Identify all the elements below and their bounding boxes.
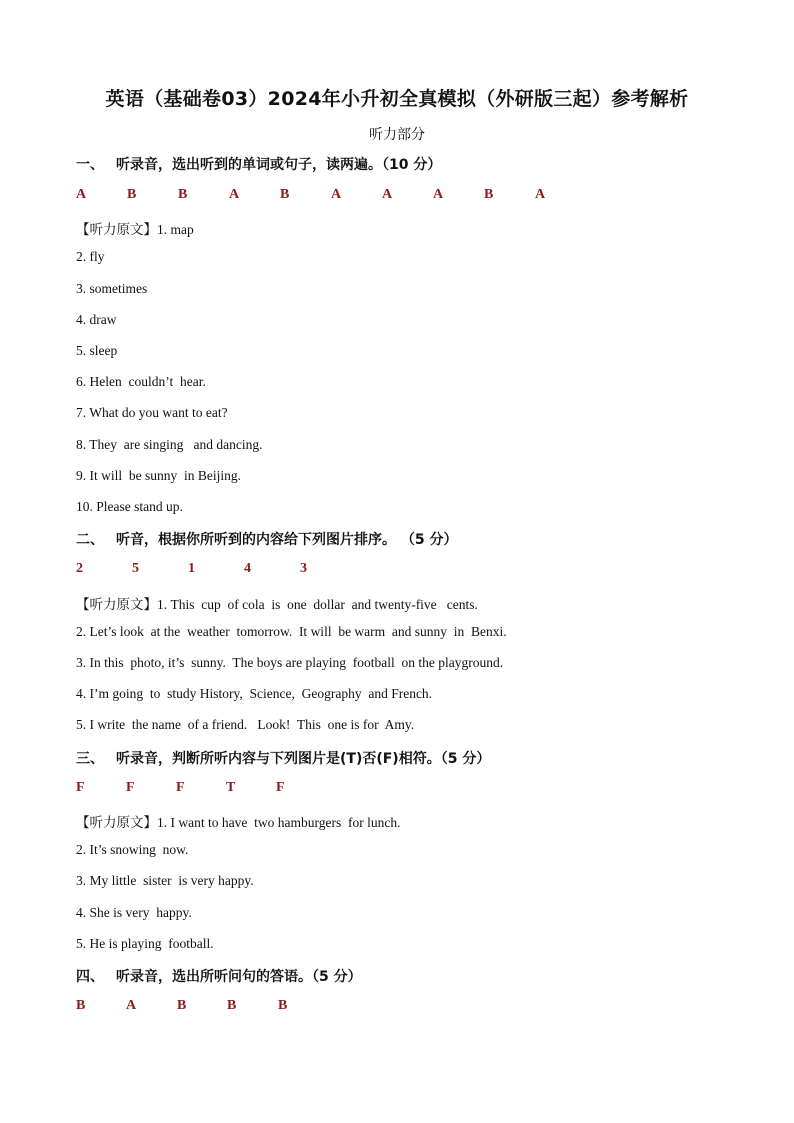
transcript-line: 2. It’s snowing now. xyxy=(76,842,189,857)
answer-key: A xyxy=(433,187,444,202)
answer-key: 1 xyxy=(188,561,195,576)
section-heading-text: 听录音，判断所听内容与下列图片是(T)否(F)相符。（5 分） xyxy=(116,751,491,767)
answer-key: A xyxy=(535,187,546,202)
section-heading xyxy=(76,748,490,768)
section-heading xyxy=(76,529,458,549)
answer-key: A xyxy=(229,187,240,202)
answer-key: 3 xyxy=(300,561,307,576)
transcript-line: 【听力原文】1. This cup of cola is one dollar and twenty-five cents. xyxy=(76,597,478,613)
answer-key: 5 xyxy=(132,561,139,576)
transcript-line: 【听力原文】1. map xyxy=(76,222,194,238)
transcript-line: 2. Let’s look at the weather tomorrow. It will be warm and sunny in Benxi. xyxy=(76,624,507,639)
transcript-line: 4. draw xyxy=(76,312,117,327)
section-heading-text: 听音，根据你所听到的内容给下列图片排序。 （5 分） xyxy=(116,532,458,548)
answer-key: A xyxy=(331,187,342,202)
transcript-line: 2. fly xyxy=(76,249,105,264)
answer-key: 2 xyxy=(76,561,83,576)
answer-key: B xyxy=(227,998,237,1013)
transcript-label: 【听力原文】 xyxy=(76,597,157,613)
answer-key: A xyxy=(76,187,87,202)
answer-key: B xyxy=(127,187,137,202)
section-heading-text: 听录音，选出所听问句的答语。（5 分） xyxy=(116,969,362,985)
section-subtitle: 听力部分 xyxy=(369,127,425,143)
section-heading-text: 听录音，选出听到的单词或句子，读两遍。（10 分） xyxy=(116,157,442,173)
transcript-line: 7. What do you want to eat? xyxy=(76,405,228,420)
answer-key: T xyxy=(226,780,236,795)
transcript-line: 9. It will be sunny in Beijing. xyxy=(76,468,241,483)
answer-key: F xyxy=(176,780,185,795)
answer-key: F xyxy=(76,780,85,795)
section-number: 三、 xyxy=(76,751,104,767)
answer-key: 4 xyxy=(244,561,251,576)
transcript-line: 10. Please stand up. xyxy=(76,499,183,514)
transcript-line: 3. sometimes xyxy=(76,281,148,296)
answer-key: B xyxy=(177,998,187,1013)
document-title: 英语（基础卷03）2024年小升初全真模拟（外研版三起）参考解析 xyxy=(105,88,689,110)
answer-key: A xyxy=(126,998,137,1013)
answer-key: B xyxy=(484,187,494,202)
section-number: 二、 xyxy=(76,532,104,548)
transcript-line: 3. In this photo, it’s sunny. The boys are playing football on the playground. xyxy=(76,655,504,670)
transcript-line: 3. My little sister is very happy. xyxy=(76,873,254,888)
transcript-label: 【听力原文】 xyxy=(76,222,157,238)
answer-key: A xyxy=(382,187,393,202)
transcript-line: 【听力原文】1. I want to have two hamburgers for lunch. xyxy=(76,815,401,831)
answer-key: F xyxy=(276,780,285,795)
section-heading xyxy=(76,966,362,986)
answer-key: B xyxy=(178,187,188,202)
answer-key: B xyxy=(278,998,288,1013)
section-number: 一、 xyxy=(76,157,104,173)
section-heading xyxy=(76,154,441,174)
transcript-line: 6. Helen couldn’t hear. xyxy=(76,374,206,389)
transcript-label: 【听力原文】 xyxy=(76,815,157,831)
section-number: 四、 xyxy=(76,969,104,985)
transcript-line: 4. She is very happy. xyxy=(76,905,192,920)
answer-key: B xyxy=(280,187,290,202)
transcript-line: 5. He is playing football. xyxy=(76,936,214,951)
transcript-line: 5. I write the name of a friend. Look! This one is for Amy. xyxy=(76,717,415,732)
transcript-line: 5. sleep xyxy=(76,343,118,358)
answer-key: F xyxy=(126,780,135,795)
transcript-line: 8. They are singing and dancing. xyxy=(76,437,263,452)
transcript-line: 4. I’m going to study History, Science, Geography and French. xyxy=(76,686,433,701)
answer-key: B xyxy=(76,998,86,1013)
